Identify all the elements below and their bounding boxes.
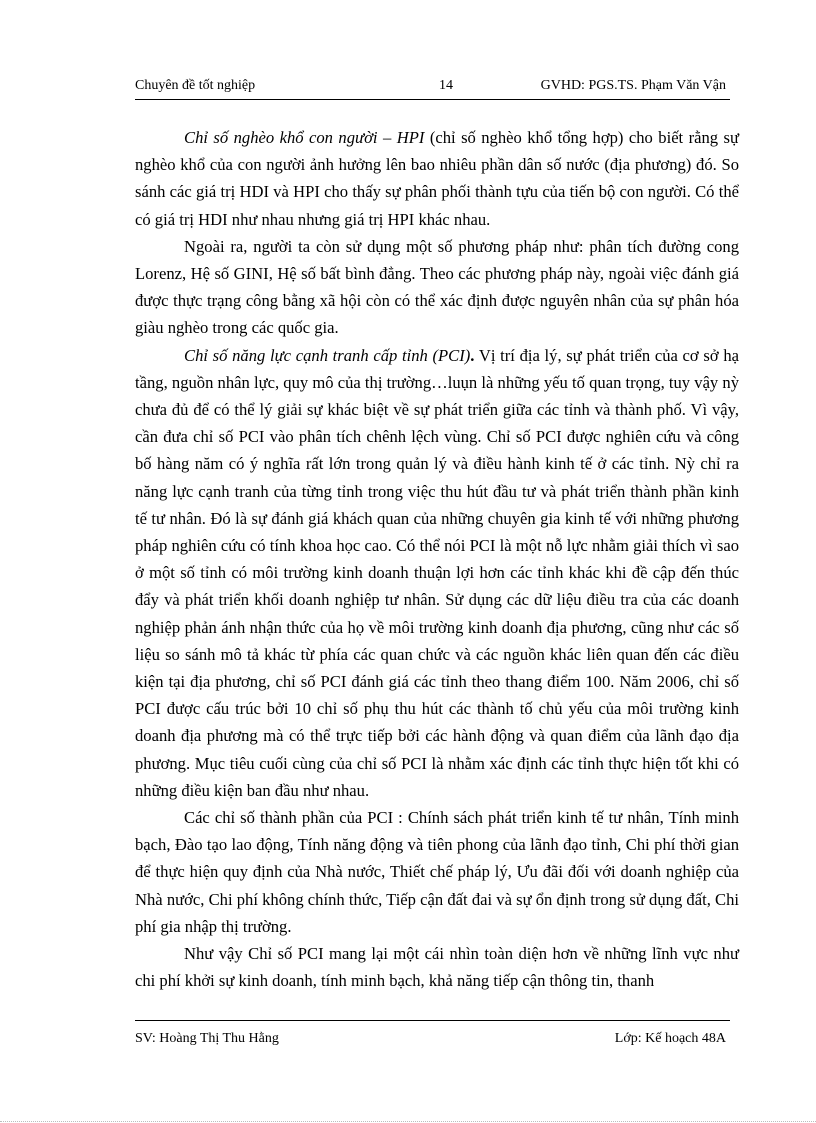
paragraph-text: Vị trí địa lý, sự phát triển của cơ sở hạ tầng, nguồn nhân lực, quy mô của thị trường…luụn là những yếu tố quan trọng, tuy vậy nỳ chưa đủ để có thể lý giải sự khác biệt về sự phát triển giữa các tỉnh và thành phố. Vì vậy, cần đưa chỉ số PCI vào phân tích chênh lệch vùng. Chỉ số PCI được nghiên cứu và công bố hàng năm có ý nghĩa rất lớn trong quản lý và điều hành kinh tế ở các tỉnh. Nỳ chỉ ra năng lực cạnh tranh của từng tỉnh trong việc thu hút đầu tư và phát triển thành phần kinh tế tư nhân. Đó là sự đánh giá khách quan của những chuyên gia kinh tế với những phương pháp nghiên cứu có tính khoa học cao. Có thể nói PCI là một nỗ lực nhằm giải thích vì sao ở một số tỉnh có môi trường kinh doanh thuận lợi hơn các tỉnh khác khi đề cập đến thúc đẩy và phát triển khối doanh nghiệp tư nhân. Sử dụng các dữ liệu điều tra của các doanh nghiệp phản ánh nhận thức của họ về môi trường kinh doanh địa phương, cũng như các số liệu so sánh mô tả khác từ phía các quan chức và các nguồn khác liên quan đến các điều kiện tại địa phương, chỉ số PCI đánh giá các tỉnh theo thang điểm 100. Năm 2006, chỉ số PCI được cấu trúc bởi 10 chỉ số phụ thu hút các thành tố chủ yếu của môi trường kinh doanh địa phương mà có thể trực tiếp bởi các hành động và quan điểm của lãnh đạo địa phương. Mục tiêu cuối cùng của chỉ số PCI là nhằm xác định các tỉnh thực hiện tốt khi có những điều kiện ban đầu như nhau. xyxy=(135,345,739,800)
page-header xyxy=(135,76,730,96)
footer-divider xyxy=(135,1020,730,1021)
footer-class: Lớp: Kế hoạch 48A xyxy=(614,1031,726,1046)
paragraph-pci-components: Các chỉ số thành phần của PCI : Chính sách phát triển kinh tế tư nhân, Tính minh bạch, Đào tạo lao động, Tính năng động và tiên phong của lãnh đạo tỉnh, Chi phí thời gian để thực hiện quy định của Nhà nước, Thiết chế pháp lý, Ưu đãi đối với doanh nghiệp của Nhà nước, Chi phí không chính thức, Tiếp cận đất đai và sự ổn định trong sử dụng đất, Chi phí gia nhập thị trường. xyxy=(135,808,739,936)
paragraph-other-methods: Ngoài ra, người ta còn sử dụng một số phương pháp như: phân tích đường cong Lorenz, Hệ số GINI, Hệ số bất bình đẳng. Theo các phương pháp này, ngoài việc đánh giá được thực trạng công bằng xã hội còn có thể xác định được nguyên nhân của sự phân hóa giàu nghèo trong các quốc gia. xyxy=(135,236,739,338)
document-body xyxy=(135,124,739,995)
header-divider xyxy=(135,99,730,100)
paragraph-hpi xyxy=(135,124,739,233)
paragraph-pci-summary: Như vậy Chỉ số PCI mang lại một cái nhìn toàn diện hơn về những lĩnh vực như chi phí khởi sự kinh doanh, tính minh bạch, khả năng tiếp cận thông tin, thanh xyxy=(135,944,739,991)
term-pci-dot: . xyxy=(470,345,475,365)
header-document-title: Chuyên đề tốt nghiệp xyxy=(135,78,256,93)
header-page-number: 14 xyxy=(439,78,453,93)
header-supervisor: GVHD: PGS.TS. Phạm Văn Vận xyxy=(540,78,726,93)
footer-student: SV: Hoàng Thị Thu Hằng xyxy=(135,1031,279,1046)
term-pci: Chỉ số năng lực cạnh tranh cấp tỉnh (PCI) xyxy=(184,345,471,365)
paragraph-pci xyxy=(135,342,739,804)
paragraph-text: (chỉ số nghèo khổ tổng hợp) cho biết rằng sự nghèo khổ của con người ảnh hưởng lên bao nhiêu phần dân số nước (địa phương) đó. So sánh các giá trị HDI và HPI cho thấy sự phân phối thành tựu của tiến bộ con người. Có thể có giá trị HDI như nhau nhưng giá trị HPI khác nhau. xyxy=(135,128,739,229)
term-hpi: Chỉ số nghèo khổ con người – HPI xyxy=(184,128,425,147)
page-footer xyxy=(135,1029,730,1049)
page-edge xyxy=(0,1121,816,1122)
